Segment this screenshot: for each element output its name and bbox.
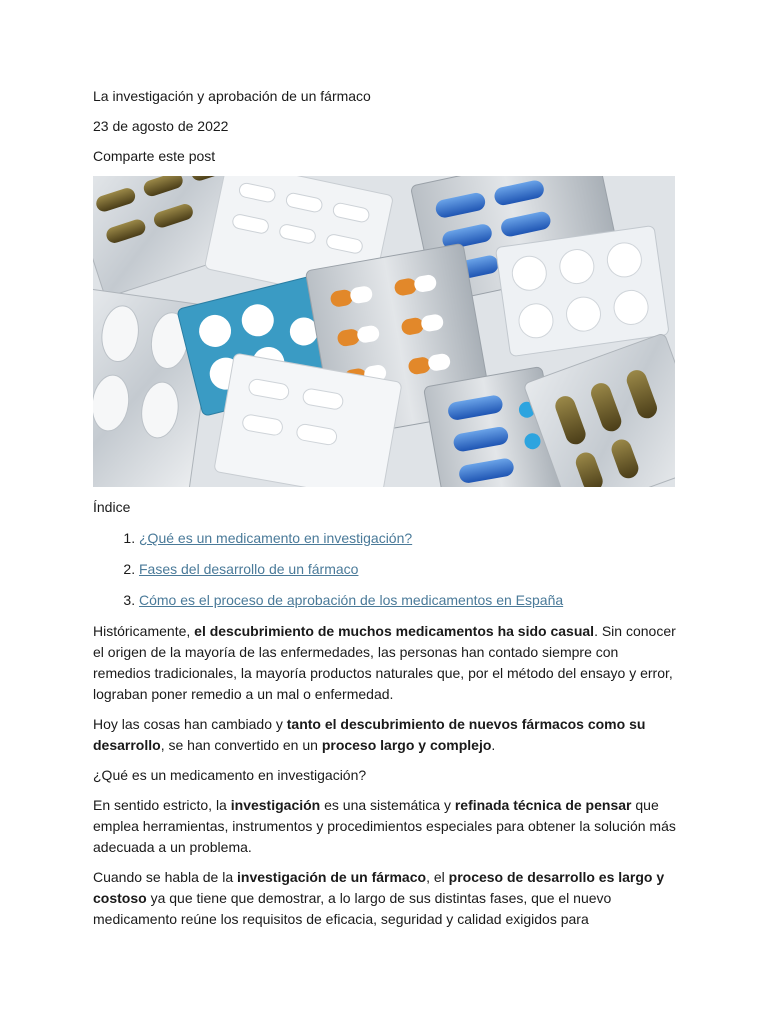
text: ya que tiene que demostrar, a lo largo de sus distintas fases, que el nuevo medicamento reúne los requisitos de eficacia, seguridad y calidad exigidos para: [93, 890, 612, 927]
share-label[interactable]: Comparte este post: [93, 148, 216, 164]
hero-image: [93, 176, 675, 487]
bold-text: refinada técnica de pensar: [454, 797, 632, 813]
index-item: [139, 559, 678, 579]
text: Hoy las cosas han cambiado y: [93, 716, 287, 732]
text: Históricamente,: [93, 623, 195, 639]
index-title: Índice: [93, 499, 131, 515]
bold-text: investigación: [230, 797, 321, 813]
post-date: 23 de agosto de 2022: [93, 118, 229, 134]
index-item: [139, 528, 678, 548]
bold-text: proceso largo y complejo: [321, 737, 492, 753]
index-link-3[interactable]: Cómo es el proceso de aprobación de los medicamentos en España: [139, 592, 564, 608]
paragraph-historically: [93, 621, 678, 705]
bold-text: proceso de desarrollo es largo y costoso: [93, 869, 665, 906]
section-heading: ¿Qué es un medicamento en investigación?: [93, 767, 367, 783]
post-content: [93, 86, 678, 939]
text: En sentido estricto, la: [93, 797, 231, 813]
pills-illustration: [93, 176, 675, 487]
bold-text: tanto el descubrimiento de nuevos fármacos como su desarrollo: [93, 716, 646, 753]
index-link-1[interactable]: ¿Qué es un medicamento en investigación?: [139, 530, 413, 546]
text: . Sin conocer el origen de la mayoría de las enfermedades, las personas han contado siempre con remedios tradicionales, la mayoría productos naturales que, por el método del ensayo y error, lograban poner remedio a un mal o enfermedad.: [93, 623, 676, 702]
paragraph-drug-research: [93, 867, 678, 930]
bold-text: investigación de un fármaco: [237, 869, 427, 885]
index-link-2[interactable]: Fases del desarrollo de un fármaco: [139, 561, 359, 577]
index-item: [139, 590, 678, 610]
index-list: [93, 528, 678, 610]
paragraph-today: [93, 714, 678, 756]
text: .: [491, 737, 496, 753]
bold-text: el descubrimiento de muchos medicamentos ha sido casual: [194, 623, 595, 639]
text: es una sistemática y: [320, 797, 455, 813]
text: , se han convertido en un: [160, 737, 322, 753]
text: que emplea herramientas, instrumentos y procedimientos especiales para obtener la solución más adecuada a un problema.: [93, 797, 676, 855]
text: Cuando se habla de la: [93, 869, 237, 885]
post-title: La investigación y aprobación de un fármaco: [93, 88, 371, 104]
paragraph-strict-sense: [93, 795, 678, 858]
text: , el: [426, 869, 449, 885]
